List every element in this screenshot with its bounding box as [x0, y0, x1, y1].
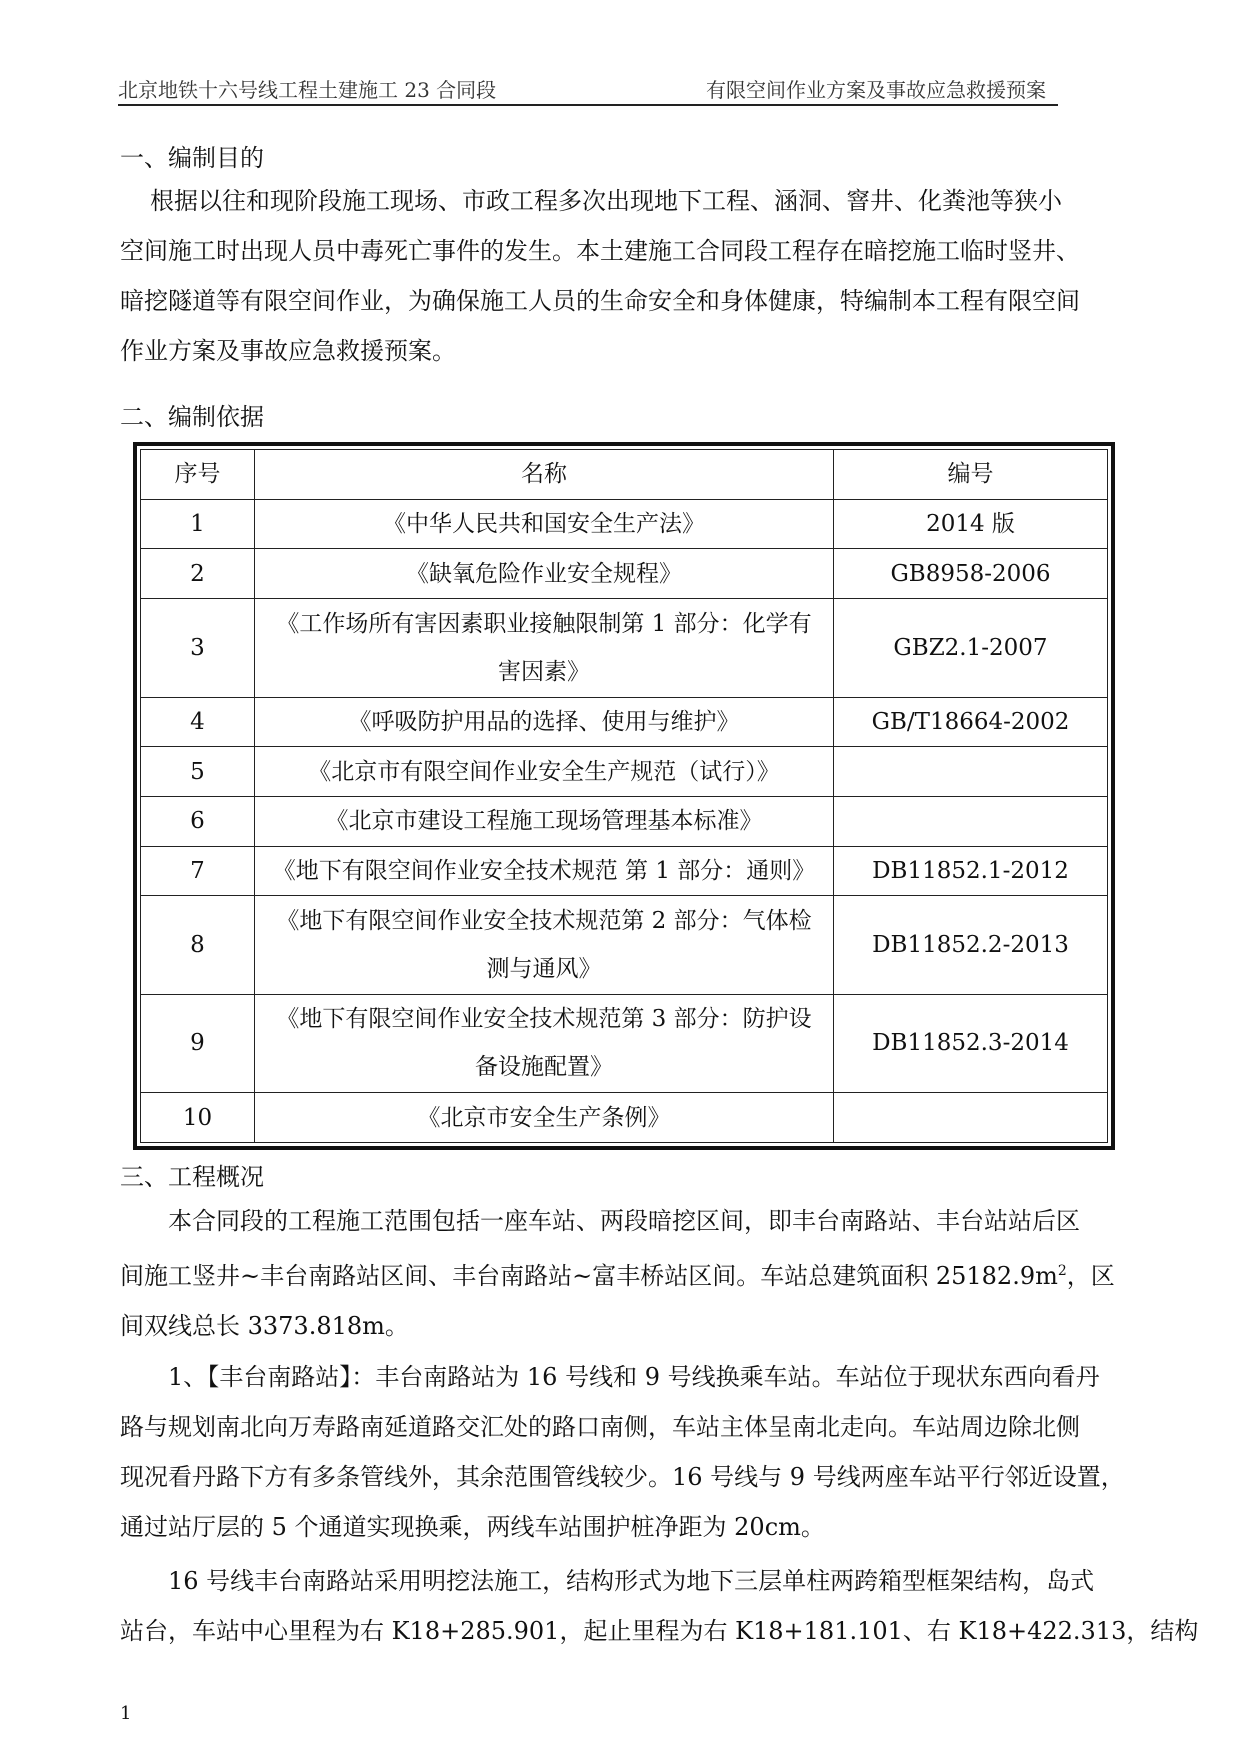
cell-name: 《地下有限空间作业安全技术规范第 2 部分：气体检测与通风》	[255, 896, 834, 994]
cell-no: 8	[141, 896, 255, 994]
paragraph-line: 站台，车站中心里程为右 K18+285.901，起止里程为右 K18+181.101、右 K18+422.313，结构	[120, 1617, 1199, 1645]
cell-code: DB11852.1-2012	[834, 846, 1108, 896]
cell-no: 1	[141, 499, 255, 549]
table-row	[141, 994, 1108, 1092]
cell-name: 《工作场所有害因素职业接触限制第 1 部分：化学有害因素》	[255, 599, 834, 697]
paragraph-line: 现况看丹路下方有多条管线外，其余范围管线较少。16 号线与 9 号线两座车站平行邻近设置，	[120, 1463, 1125, 1491]
section-heading-basis: 二、编制依据	[120, 403, 264, 431]
paragraph-line: 作业方案及事故应急救援预案。	[120, 337, 456, 365]
column-header-name: 名称	[255, 450, 834, 500]
paragraph-line: 1、【丰台南路站】：丰台南路站为 16 号线和 9 号线换乘车站。车站位于现状东西向看丹	[168, 1363, 1100, 1391]
table-row	[141, 499, 1108, 549]
cell-code: 2014 版	[834, 499, 1108, 549]
structure-paragraph	[120, 1556, 1199, 1656]
overview-paragraph	[120, 1196, 1130, 1351]
paragraph-line: 16 号线丰台南路站采用明挖法施工，结构形式为地下三层单柱两跨箱型框架结构，岛式	[168, 1567, 1095, 1595]
cell-code: GBZ2.1-2007	[834, 599, 1108, 697]
cell-name: 《中华人民共和国安全生产法》	[255, 499, 834, 549]
cell-code	[834, 796, 1108, 846]
paragraph-text: ，区	[1066, 1262, 1115, 1290]
basis-table	[140, 449, 1108, 1143]
paragraph-line: 本合同段的工程施工范围包括一座车站、两段暗挖区间，即丰台南路站、丰台站站后区	[168, 1207, 1080, 1235]
cell-no: 4	[141, 697, 255, 747]
basis-table-frame	[133, 442, 1115, 1150]
table-row	[141, 896, 1108, 994]
cell-code: DB11852.3-2014	[834, 994, 1108, 1092]
table-row	[141, 697, 1108, 747]
purpose-paragraph	[120, 176, 1130, 376]
cell-name: 《北京市有限空间作业安全生产规范（试行）》	[255, 747, 834, 797]
table-row	[141, 599, 1108, 697]
cell-no: 6	[141, 796, 255, 846]
cell-code: GB/T18664-2002	[834, 697, 1108, 747]
table-row	[141, 796, 1108, 846]
table-header-row	[141, 450, 1108, 500]
header-project-title: 北京地铁十六号线工程土建施工 23 合同段	[118, 78, 497, 102]
cell-no: 10	[141, 1093, 255, 1143]
paragraph-line: 路与规划南北向万寿路南延道路交汇处的路口南侧，车站主体呈南北走向。车站周边除北侧	[120, 1413, 1080, 1441]
cell-name: 《缺氧危险作业安全规程》	[255, 549, 834, 599]
cell-code: DB11852.2-2013	[834, 896, 1108, 994]
cell-name: 《地下有限空间作业安全技术规范 第 1 部分：通则》	[255, 846, 834, 896]
cell-name: 《地下有限空间作业安全技术规范第 3 部分：防护设备设施配置》	[255, 994, 834, 1092]
cell-no: 5	[141, 747, 255, 797]
cell-no: 9	[141, 994, 255, 1092]
cell-code: GB8958-2006	[834, 549, 1108, 599]
paragraph-line: 根据以往和现阶段施工现场、市政工程多次出现地下工程、涵洞、窨井、化粪池等狭小	[150, 187, 1062, 215]
table-row	[141, 549, 1108, 599]
column-header-no: 序号	[141, 450, 255, 500]
table-row	[141, 846, 1108, 896]
cell-no: 2	[141, 549, 255, 599]
cell-code	[834, 1093, 1108, 1143]
table-row	[141, 747, 1108, 797]
table-row	[141, 1093, 1108, 1143]
paragraph-line: 空间施工时出现人员中毒死亡事件的发生。本土建施工合同段工程存在暗挖施工临时竖井、	[120, 237, 1080, 265]
cell-name: 《北京市建设工程施工现场管理基本标准》	[255, 796, 834, 846]
paragraph-text: 间施工竖井~丰台南路站区间、丰台南路站~富丰桥站区间。车站总建筑面积 25182.9m	[120, 1262, 1058, 1290]
cell-no: 3	[141, 599, 255, 697]
paragraph-line	[120, 1246, 1130, 1301]
cell-code	[834, 747, 1108, 797]
cell-name: 《呼吸防护用品的选择、使用与维护》	[255, 697, 834, 747]
paragraph-line: 暗挖隧道等有限空间作业，为确保施工人员的生命安全和身体健康，特编制本工程有限空间	[120, 287, 1080, 315]
paragraph-line: 间双线总长 3373.818m。	[120, 1312, 409, 1340]
page-number: 1	[120, 1703, 132, 1724]
header-document-title: 有限空间作业方案及事故应急救援预案	[706, 78, 1046, 102]
station-paragraph	[120, 1352, 1130, 1552]
column-header-code: 编号	[834, 450, 1108, 500]
section-heading-overview: 三、工程概况	[120, 1163, 264, 1191]
cell-name: 《北京市安全生产条例》	[255, 1093, 834, 1143]
superscript: 2	[1057, 1263, 1067, 1279]
cell-no: 7	[141, 846, 255, 896]
section-heading-purpose: 一、编制目的	[120, 144, 264, 172]
paragraph-line: 通过站厅层的 5 个通道实现换乘，两线车站围护桩净距为 20cm。	[120, 1513, 825, 1541]
page-header	[118, 70, 1058, 106]
